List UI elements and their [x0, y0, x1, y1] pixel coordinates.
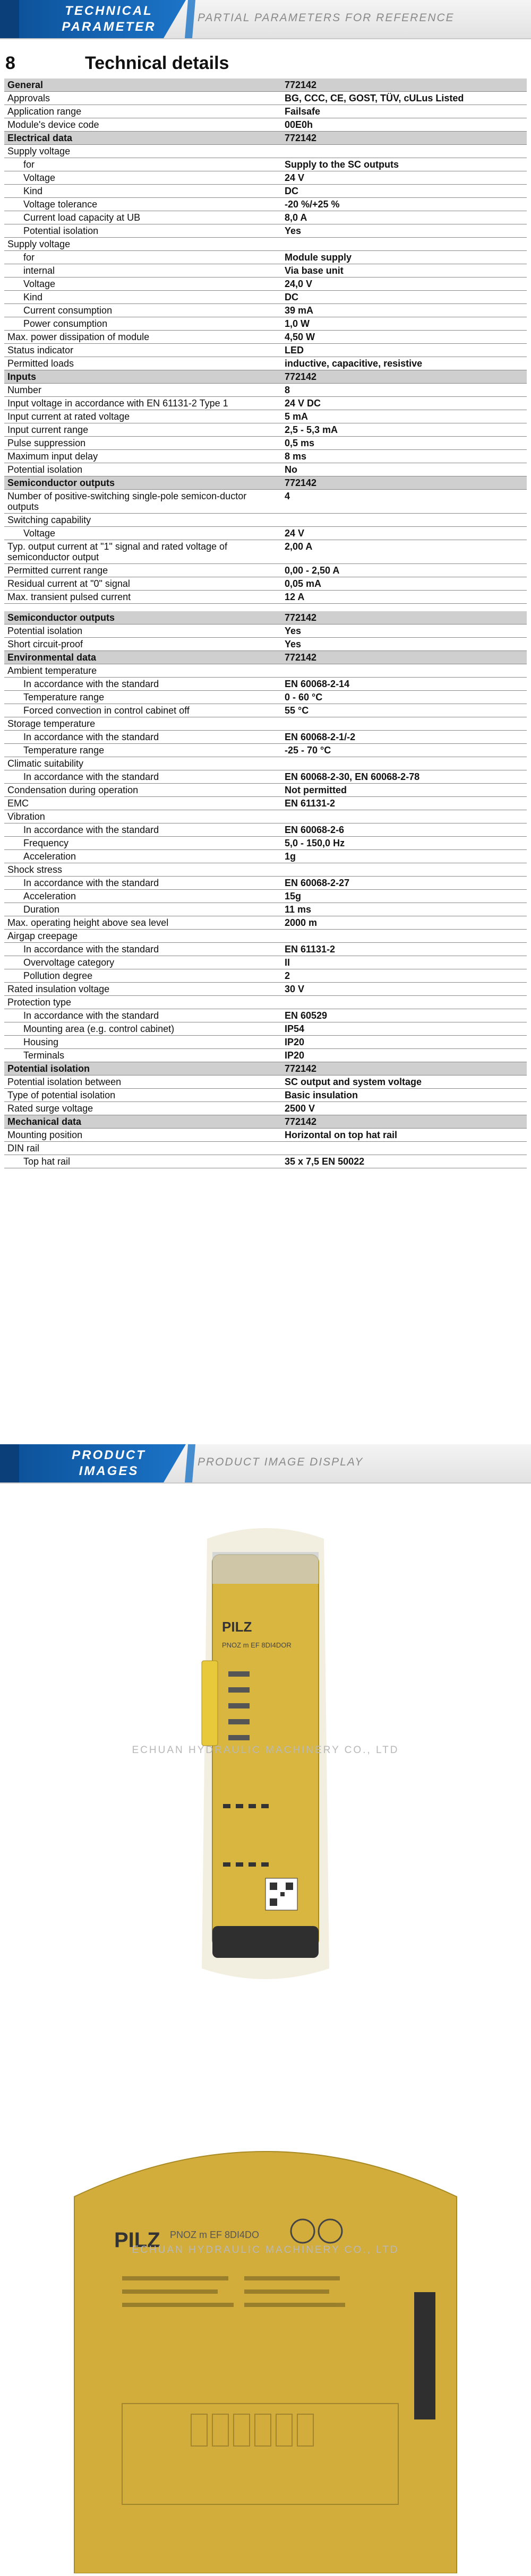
table-row — [4, 118, 527, 132]
table-row — [4, 171, 527, 185]
parameter-name: Inputs — [4, 370, 281, 384]
parameter-value: 8 ms — [281, 450, 527, 463]
table-row — [4, 850, 527, 863]
parameter-value: 772142 — [281, 1062, 527, 1075]
parameter-name: Switching capability — [4, 514, 281, 527]
section-row — [4, 370, 527, 384]
parameter-value: -25 - 70 °C — [281, 744, 527, 757]
table-row — [4, 983, 527, 996]
parameter-name: Climatic suitability — [4, 757, 281, 770]
parameter-name: Kind — [4, 291, 281, 304]
parameter-name: Potential isolation — [4, 463, 281, 476]
parameter-name: Pulse suppression — [4, 437, 281, 450]
parameter-name: Rated insulation voltage — [4, 983, 281, 996]
parameter-value: 1g — [281, 850, 527, 863]
parameter-value — [281, 1142, 527, 1155]
section-row — [4, 79, 527, 92]
product-images-banner — [0, 1444, 531, 1482]
parameter-name: internal — [4, 264, 281, 277]
table-row — [4, 397, 527, 410]
parameter-value: inductive, capacitive, resistive — [281, 357, 527, 370]
table-row — [4, 1075, 527, 1089]
table-row — [4, 527, 527, 540]
section-heading — [5, 53, 229, 74]
table-row — [4, 863, 527, 877]
table-row — [4, 784, 527, 797]
parameter-value: 5,0 - 150,0 Hz — [281, 837, 527, 850]
parameter-value: Horizontal on top hat rail — [281, 1129, 527, 1142]
banner-subtitle: PARTIAL PARAMETERS FOR REFERENCE — [198, 12, 455, 24]
parameter-name: for — [4, 158, 281, 171]
table-row — [4, 105, 527, 118]
parameter-value: DC — [281, 291, 527, 304]
parameter-value — [281, 863, 527, 877]
table-row — [4, 344, 527, 357]
parameter-name: Ambient temperature — [4, 664, 281, 678]
parameter-value: 39 mA — [281, 304, 527, 317]
table-row — [4, 1102, 527, 1115]
parameter-name: Semiconductor outputs — [4, 476, 281, 490]
parameter-value: SC output and system voltage — [281, 1075, 527, 1089]
table-row — [4, 837, 527, 850]
brand-label: PILZ — [222, 1619, 252, 1635]
parameter-name: Terminals — [4, 1049, 281, 1062]
parameter-name: Permitted loads — [4, 357, 281, 370]
parameter-name: EMC — [4, 797, 281, 810]
parameter-name: Voltage tolerance — [4, 198, 281, 211]
table-row — [4, 956, 527, 969]
parameter-value: 0,05 mA — [281, 577, 527, 591]
parameter-value — [281, 810, 527, 823]
parameter-value: 2 — [281, 969, 527, 983]
parameter-name: Voltage — [4, 277, 281, 291]
product-photo-front — [0, 2117, 531, 2573]
section-row — [4, 1062, 527, 1075]
parameter-value — [281, 717, 527, 731]
table-row — [4, 463, 527, 476]
parameter-name: Potential isolation between — [4, 1075, 281, 1089]
parameter-name: Frequency — [4, 837, 281, 850]
table-row — [4, 224, 527, 238]
parameter-name: Potential isolation — [4, 1062, 281, 1075]
parameter-name: for — [4, 251, 281, 264]
table-row — [4, 591, 527, 604]
parameter-value: 8 — [281, 384, 527, 397]
table-row — [4, 797, 527, 810]
table-row — [4, 264, 527, 277]
parameter-value: EN 61131-2 — [281, 797, 527, 810]
parameter-name: Overvoltage category — [4, 956, 281, 969]
parameter-value: Supply to the SC outputs — [281, 158, 527, 171]
table-row — [4, 185, 527, 198]
parameter-name: Acceleration — [4, 890, 281, 903]
parameter-value: Via base unit — [281, 264, 527, 277]
parameter-name: In accordance with the standard — [4, 1009, 281, 1022]
table-row — [4, 969, 527, 983]
parameter-name: Top hat rail — [4, 1155, 281, 1168]
parameter-name: Short circuit-proof — [4, 638, 281, 651]
banner-subtitle: PRODUCT IMAGE DISPLAY — [198, 1456, 364, 1468]
table-row — [4, 625, 527, 638]
parameter-name: Potential isolation — [4, 224, 281, 238]
parameter-value: EN 60529 — [281, 1009, 527, 1022]
parameter-value: EN 60068-2-6 — [281, 823, 527, 837]
table-row — [4, 384, 527, 397]
parameter-value: 772142 — [281, 132, 527, 145]
parameter-name: Input voltage in accordance with EN 61131-2 Type 1 — [4, 397, 281, 410]
parameter-name: Number of positive-switching single-pole semicon-ductor outputs — [4, 490, 281, 514]
parameter-name: Permitted current range — [4, 564, 281, 577]
model-label: PNOZ m EF 8DI4DO — [170, 2230, 260, 2240]
table-row — [4, 410, 527, 423]
parameter-name: Input current at rated voltage — [4, 410, 281, 423]
table-row — [4, 198, 527, 211]
parameter-value: IP54 — [281, 1022, 527, 1036]
parameter-name: In accordance with the standard — [4, 877, 281, 890]
parameter-name: Residual current at "0" signal — [4, 577, 281, 591]
parameter-value: Module supply — [281, 251, 527, 264]
parameter-value: EN 61131-2 — [281, 943, 527, 956]
parameter-value: 24 V DC — [281, 397, 527, 410]
table-row — [4, 638, 527, 651]
parameter-name: Number — [4, 384, 281, 397]
technical-parameter-banner — [0, 0, 531, 38]
parameter-name: In accordance with the standard — [4, 943, 281, 956]
parameter-value: Yes — [281, 625, 527, 638]
table-row — [4, 1089, 527, 1102]
parameter-name: Rated surge voltage — [4, 1102, 281, 1115]
table-row — [4, 916, 527, 930]
module-front-illustration — [0, 2117, 531, 2573]
parameter-value: 4 — [281, 490, 527, 514]
parameter-name: Duration — [4, 903, 281, 916]
parameter-name: In accordance with the standard — [4, 770, 281, 784]
parameter-name: Forced convection in control cabinet off — [4, 704, 281, 717]
parameter-name: Protection type — [4, 996, 281, 1009]
table-row — [4, 437, 527, 450]
parameter-name: Voltage — [4, 527, 281, 540]
parameter-value: EN 60068-2-30, EN 60068-2-78 — [281, 770, 527, 784]
parameter-value: 772142 — [281, 611, 527, 625]
parameter-name: Current load capacity at UB — [4, 211, 281, 224]
parameter-name: Environmental data — [4, 651, 281, 664]
parameter-name: In accordance with the standard — [4, 731, 281, 744]
parameter-value: No — [281, 463, 527, 476]
parameter-value — [281, 145, 527, 158]
parameter-value: II — [281, 956, 527, 969]
parameter-value — [281, 514, 527, 527]
table-row — [4, 277, 527, 291]
parameter-name: Current consumption — [4, 304, 281, 317]
section-title: Technical details — [85, 53, 229, 73]
parameter-value: 8,0 A — [281, 211, 527, 224]
parameter-name: In accordance with the standard — [4, 823, 281, 837]
table-row — [4, 604, 527, 612]
parameter-name: Mounting area (e.g. control cabinet) — [4, 1022, 281, 1036]
parameter-name: Approvals — [4, 92, 281, 105]
table-row — [4, 877, 527, 890]
parameter-name: Condensation during operation — [4, 784, 281, 797]
table-row — [4, 704, 527, 717]
section-number: 8 — [5, 53, 15, 73]
parameter-value: 2,00 A — [281, 540, 527, 564]
brand-label: PILZ — [114, 2228, 160, 2252]
parameter-name: Electrical data — [4, 132, 281, 145]
parameter-value: BG, CCC, CE, GOST, TÜV, cULus Listed — [281, 92, 527, 105]
parameter-value: 2000 m — [281, 916, 527, 930]
parameter-value: EN 60068-2-14 — [281, 678, 527, 691]
section-row — [4, 1115, 527, 1129]
parameter-value — [281, 757, 527, 770]
parameter-value: 0,00 - 2,50 A — [281, 564, 527, 577]
table-row — [4, 577, 527, 591]
table-row — [4, 450, 527, 463]
table-row — [4, 1036, 527, 1049]
parameter-name: Type of potential isolation — [4, 1089, 281, 1102]
table-row — [4, 691, 527, 704]
parameter-name: Vibration — [4, 810, 281, 823]
table-row — [4, 1049, 527, 1062]
table-row — [4, 564, 527, 577]
table-row — [4, 291, 527, 304]
parameter-value: 2,5 - 5,3 mA — [281, 423, 527, 437]
table-row — [4, 238, 527, 251]
parameter-value — [281, 996, 527, 1009]
table-row — [4, 145, 527, 158]
parameter-value — [281, 238, 527, 251]
parameter-name: Max. operating height above sea level — [4, 916, 281, 930]
parameter-value: 1,0 W — [281, 317, 527, 331]
parameter-value: IP20 — [281, 1036, 527, 1049]
parameter-name — [4, 604, 281, 612]
parameter-name: General — [4, 79, 281, 92]
banner-title: TECHNICAL PARAMETER — [62, 4, 156, 34]
table-row — [4, 211, 527, 224]
parameter-name: Module's device code — [4, 118, 281, 132]
parameter-value: Failsafe — [281, 105, 527, 118]
parameter-value: 772142 — [281, 370, 527, 384]
parameter-value: 24 V — [281, 171, 527, 185]
table-row — [4, 731, 527, 744]
parameter-value — [281, 604, 527, 612]
parameter-value: 12 A — [281, 591, 527, 604]
parameter-value: 772142 — [281, 651, 527, 664]
parameter-name: Pollution degree — [4, 969, 281, 983]
parameter-name: Supply voltage — [4, 145, 281, 158]
parameter-value: 4,50 W — [281, 331, 527, 344]
table-row — [4, 490, 527, 514]
parameter-value: 24,0 V — [281, 277, 527, 291]
parameter-name: Shock stress — [4, 863, 281, 877]
section-row — [4, 611, 527, 625]
parameter-name: Supply voltage — [4, 238, 281, 251]
table-row — [4, 744, 527, 757]
parameter-value: 55 °C — [281, 704, 527, 717]
table-row — [4, 890, 527, 903]
table-row — [4, 1022, 527, 1036]
parameter-name: Airgap creepage — [4, 930, 281, 943]
parameter-value: 772142 — [281, 476, 527, 490]
parameter-value — [281, 664, 527, 678]
watermark: ECHUAN HYDRAULIC MACHINERY CO., LTD — [132, 2244, 399, 2256]
parameter-value: Yes — [281, 224, 527, 238]
table-row — [4, 331, 527, 344]
table-row — [4, 317, 527, 331]
parameter-name: Mechanical data — [4, 1115, 281, 1129]
parameter-value: 00E0h — [281, 118, 527, 132]
parameter-name: Max. power dissipation of module — [4, 331, 281, 344]
parameter-name: DIN rail — [4, 1142, 281, 1155]
table-row — [4, 810, 527, 823]
parameter-name: Temperature range — [4, 744, 281, 757]
parameter-value: EN 60068-2-1/-2 — [281, 731, 527, 744]
table-row — [4, 158, 527, 171]
parameter-value: DC — [281, 185, 527, 198]
table-row — [4, 823, 527, 837]
parameter-value: Basic insulation — [281, 1089, 527, 1102]
table-row — [4, 1009, 527, 1022]
table-row — [4, 996, 527, 1009]
parameter-name: Application range — [4, 105, 281, 118]
parameter-value: 0 - 60 °C — [281, 691, 527, 704]
parameter-value: 30 V — [281, 983, 527, 996]
parameter-value: 35 x 7,5 EN 50022 — [281, 1155, 527, 1168]
parameter-value: 0,5 ms — [281, 437, 527, 450]
parameter-value: 5 mA — [281, 410, 527, 423]
parameter-name: Acceleration — [4, 850, 281, 863]
parameter-value: Not permitted — [281, 784, 527, 797]
table-row — [4, 717, 527, 731]
parameter-name: Typ. output current at "1" signal and rated voltage of semiconductor output — [4, 540, 281, 564]
parameter-value: 772142 — [281, 79, 527, 92]
table-row — [4, 903, 527, 916]
parameter-value: IP20 — [281, 1049, 527, 1062]
table-row — [4, 664, 527, 678]
parameter-value: 15g — [281, 890, 527, 903]
parameter-name: Temperature range — [4, 691, 281, 704]
parameter-value: 772142 — [281, 1115, 527, 1129]
technical-details-table — [4, 79, 527, 1168]
section-row — [4, 132, 527, 145]
table-row — [4, 304, 527, 317]
table-row — [4, 1129, 527, 1142]
table-row — [4, 757, 527, 770]
table-row — [4, 930, 527, 943]
model-label: PNOZ m EF 8DI4DOR — [222, 1641, 292, 1649]
parameter-value: 2500 V — [281, 1102, 527, 1115]
table-row — [4, 678, 527, 691]
module-side-illustration — [0, 1496, 531, 2027]
table-row — [4, 770, 527, 784]
parameter-name: Potential isolation — [4, 625, 281, 638]
parameter-value: LED — [281, 344, 527, 357]
section-row — [4, 651, 527, 664]
parameter-value — [281, 930, 527, 943]
parameter-value: EN 60068-2-27 — [281, 877, 527, 890]
parameter-value: 24 V — [281, 527, 527, 540]
parameter-name: Power consumption — [4, 317, 281, 331]
parameter-name: Input current range — [4, 423, 281, 437]
table-row — [4, 943, 527, 956]
table-row — [4, 1142, 527, 1155]
table-row — [4, 540, 527, 564]
table-row — [4, 423, 527, 437]
parameter-value: -20 %/+25 % — [281, 198, 527, 211]
parameter-name: Max. transient pulsed current — [4, 591, 281, 604]
parameter-value: 11 ms — [281, 903, 527, 916]
parameter-name: Voltage — [4, 171, 281, 185]
watermark: ECHUAN HYDRAULIC MACHINERY CO., LTD — [132, 1745, 399, 1756]
table-row — [4, 357, 527, 370]
section-row — [4, 476, 527, 490]
parameter-name: Semiconductor outputs — [4, 611, 281, 625]
parameter-name: Mounting position — [4, 1129, 281, 1142]
table-row — [4, 251, 527, 264]
table-row — [4, 1155, 527, 1168]
parameter-name: In accordance with the standard — [4, 678, 281, 691]
table-row — [4, 92, 527, 105]
parameter-name: Storage temperature — [4, 717, 281, 731]
parameter-value: Yes — [281, 638, 527, 651]
parameter-name: Maximum input delay — [4, 450, 281, 463]
product-photo-side — [0, 1496, 531, 2027]
parameter-name: Status indicator — [4, 344, 281, 357]
parameter-name: Kind — [4, 185, 281, 198]
parameter-name: Housing — [4, 1036, 281, 1049]
banner-title: PRODUCT IMAGES — [72, 1448, 146, 1478]
table-row — [4, 514, 527, 527]
